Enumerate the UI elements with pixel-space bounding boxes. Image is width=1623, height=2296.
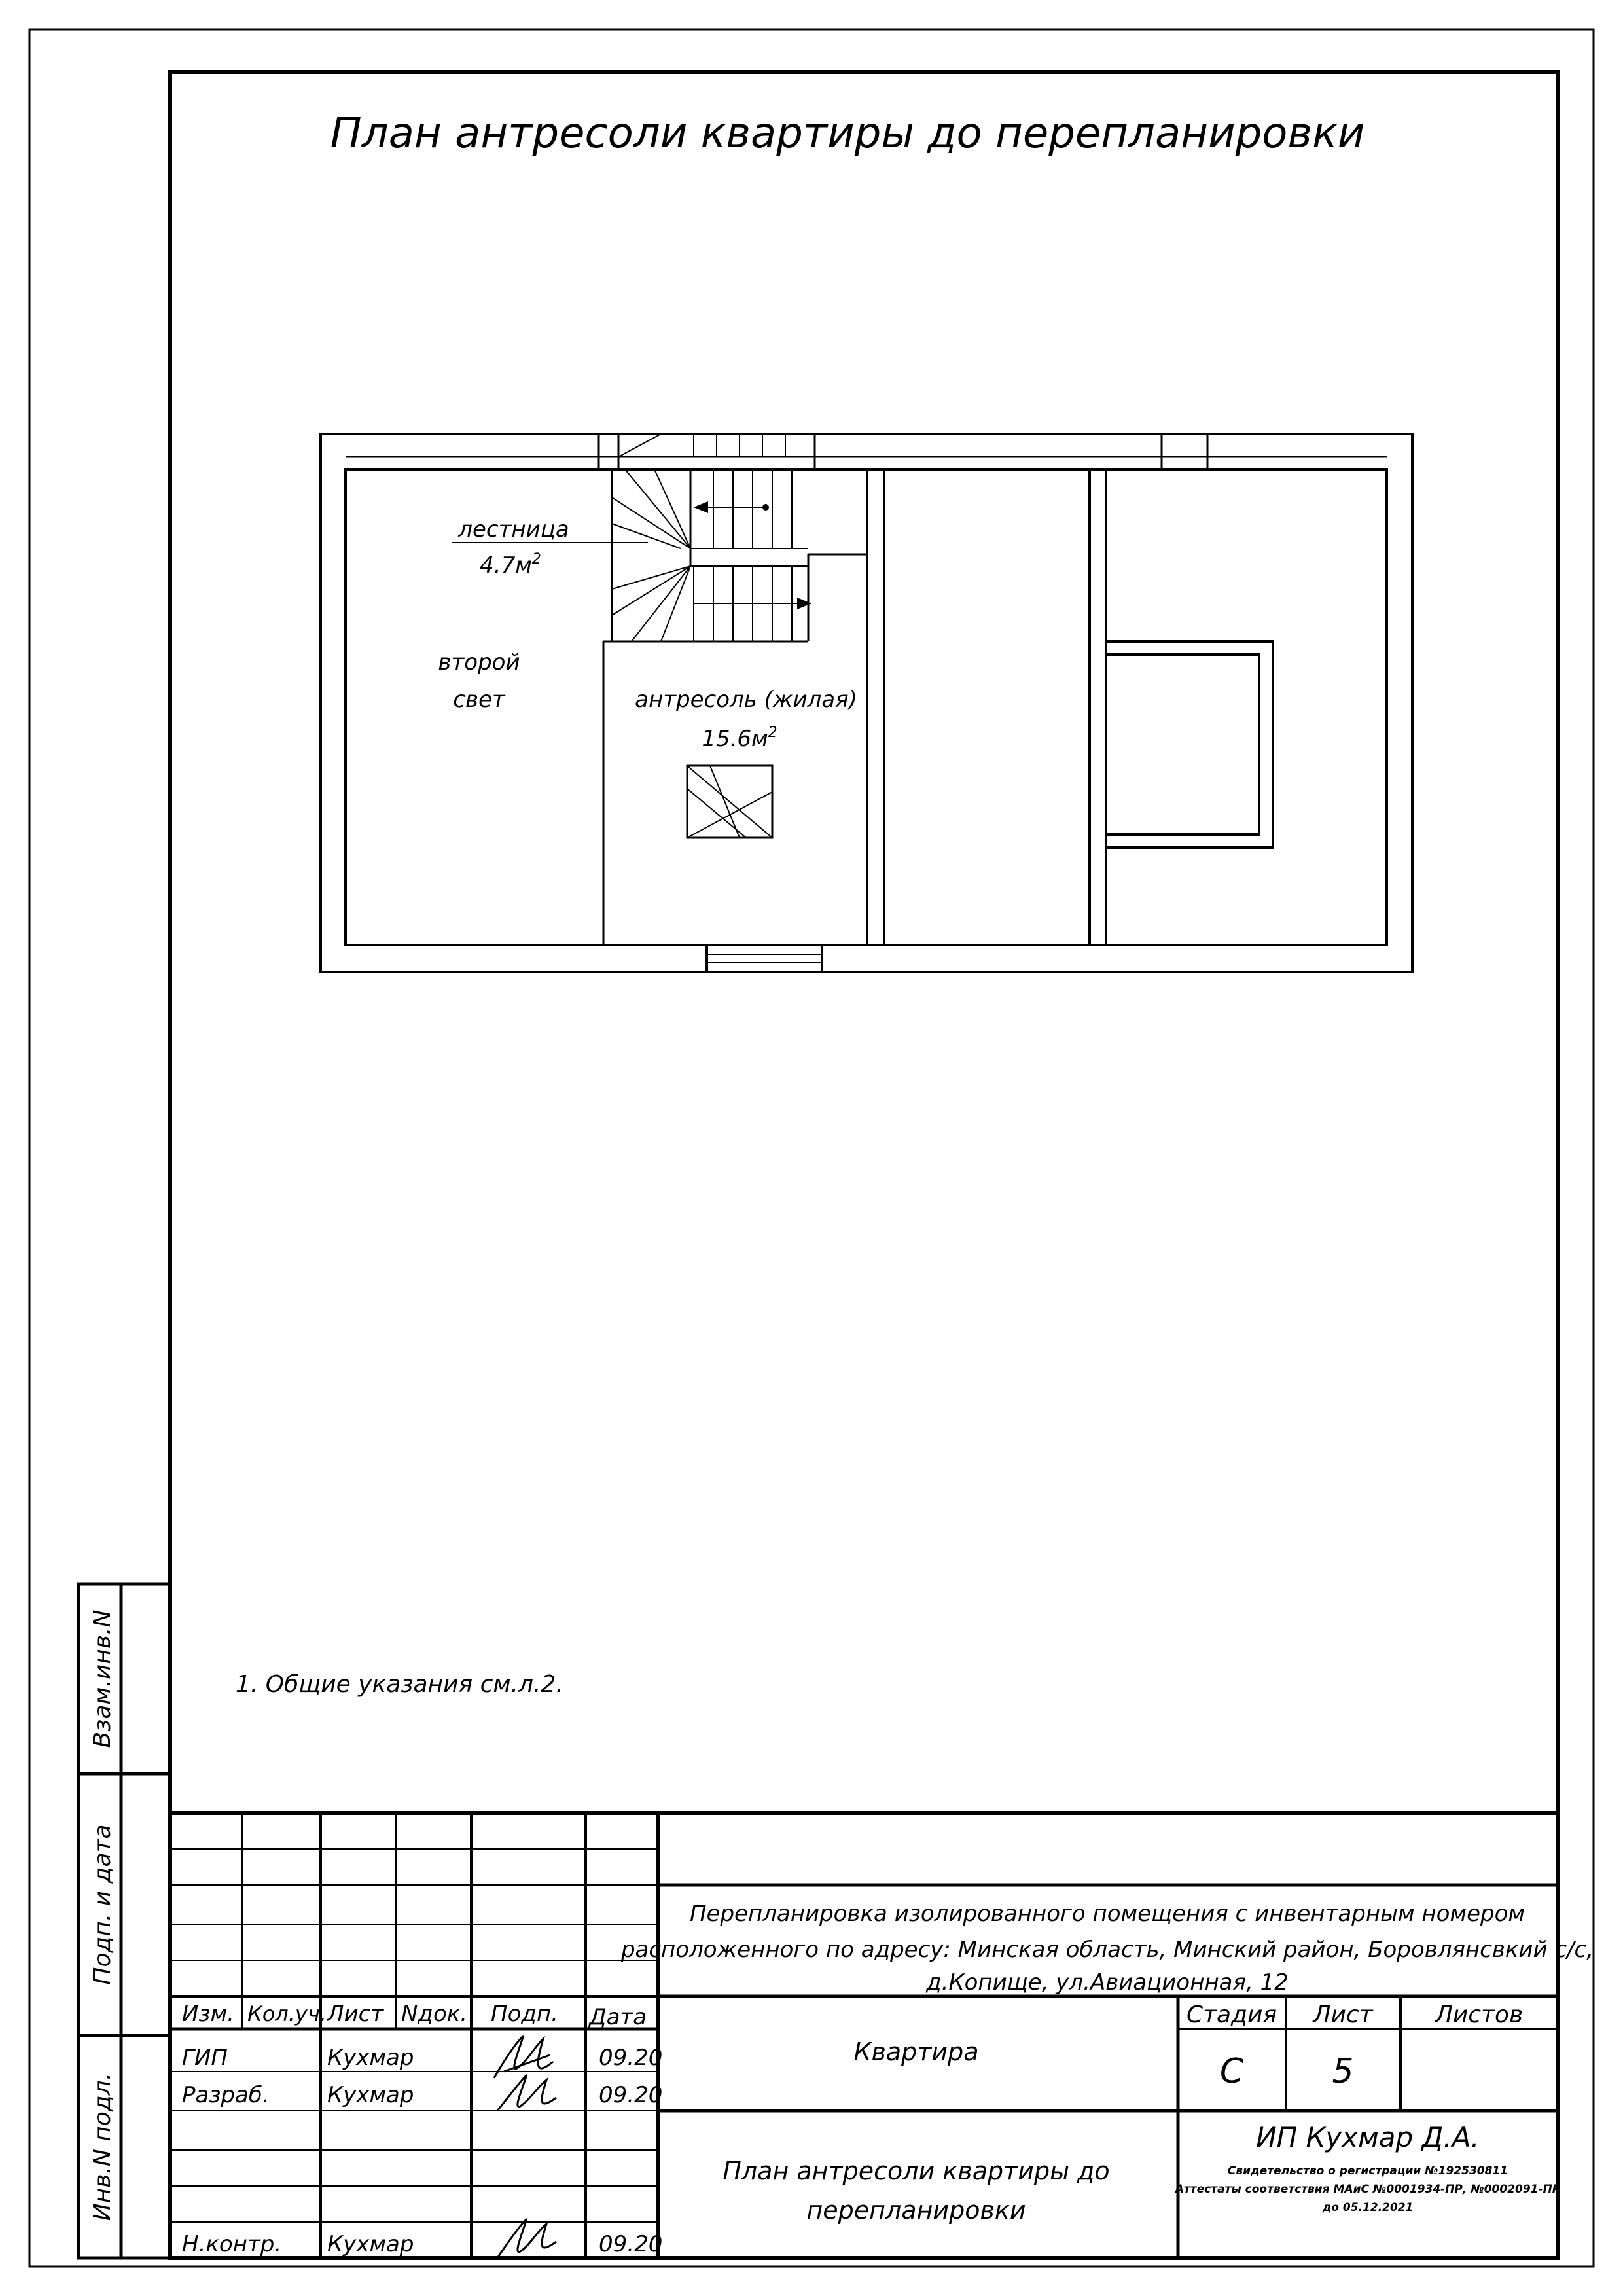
- general-note: 1. Общие указания см.л.2.: [236, 1671, 563, 1698]
- header-data: Дата: [589, 2004, 647, 2030]
- signer-role-razrab: Разраб.: [182, 2082, 270, 2108]
- room-label-second-light-line1: второй: [438, 649, 520, 675]
- signer-date-razrab: 09.20: [599, 2082, 663, 2108]
- project-line-2: расположенного по адресу: Минская область, Минский район, Боровлянсвкий с/с,: [620, 1937, 1594, 1963]
- side-stamp-vzam-inv: Взам.инв.N: [89, 1609, 116, 1748]
- room-label-second-light-line2: свет: [453, 687, 505, 713]
- signer-role-nkontr: Н.контр.: [182, 2231, 282, 2257]
- header-ndok: Nдок.: [401, 2001, 468, 2027]
- org-cert-1: Свидетельство о регистрации №192530811: [1227, 2164, 1508, 2178]
- room-area-stair: $4.7м^2$: [480, 551, 541, 579]
- sheet-label: Лист: [1313, 2001, 1373, 2028]
- signer-role-gip: ГИП: [182, 2045, 228, 2071]
- signer-date-nkontr: 09.20: [599, 2231, 663, 2257]
- signer-name-nkontr: Кухмар: [327, 2231, 414, 2257]
- stage-label: Стадия: [1186, 2001, 1277, 2028]
- header-list: Лист: [327, 2001, 384, 2027]
- org-name: ИП Кухмар Д.А.: [1256, 2121, 1480, 2153]
- object-name: Квартира: [853, 2037, 979, 2066]
- header-kol-uch: Кол.уч.: [247, 2001, 327, 2026]
- room-label-stair: лестница: [458, 516, 569, 543]
- drawing-title-line-2: перепланировки: [806, 2196, 1026, 2225]
- signer-name-gip: Кухмар: [327, 2045, 414, 2071]
- stage-value: С: [1219, 2052, 1244, 2091]
- signer-name-razrab: Кухмар: [327, 2082, 414, 2108]
- org-cert-3: до 05.12.2021: [1322, 2201, 1414, 2214]
- plan-window: [707, 945, 822, 972]
- project-line-3: д.Копище, ул.Авиационная, 12: [926, 1969, 1289, 1996]
- org-cert-2: Аттестаты соответствия МАиС №0001934-ПР, №0002091-ПР: [1175, 2183, 1561, 2196]
- side-stamp-podp-data: Подп. и дата: [89, 1824, 116, 1985]
- sheets-label: Листов: [1435, 2001, 1524, 2028]
- signer-date-gip: 09.20: [599, 2045, 663, 2071]
- project-line-1: Перепланировка изолированного помещения с инвентарным номером: [689, 1901, 1525, 1927]
- header-podp: Подп.: [491, 2001, 558, 2027]
- sheet-title: План антресоли квартиры до перепланировки: [330, 109, 1365, 158]
- sheet-value: 5: [1332, 2052, 1354, 2091]
- room-area-mezzanine: $15.6м^2$: [702, 725, 777, 752]
- room-label-mezzanine: антресоль (жилая): [635, 687, 857, 713]
- header-izm: Изм.: [182, 2001, 234, 2027]
- drawing-title-line-1: План антресоли квартиры до: [722, 2157, 1110, 2185]
- side-stamp-inv-podl: Инв.N подл.: [89, 2072, 116, 2221]
